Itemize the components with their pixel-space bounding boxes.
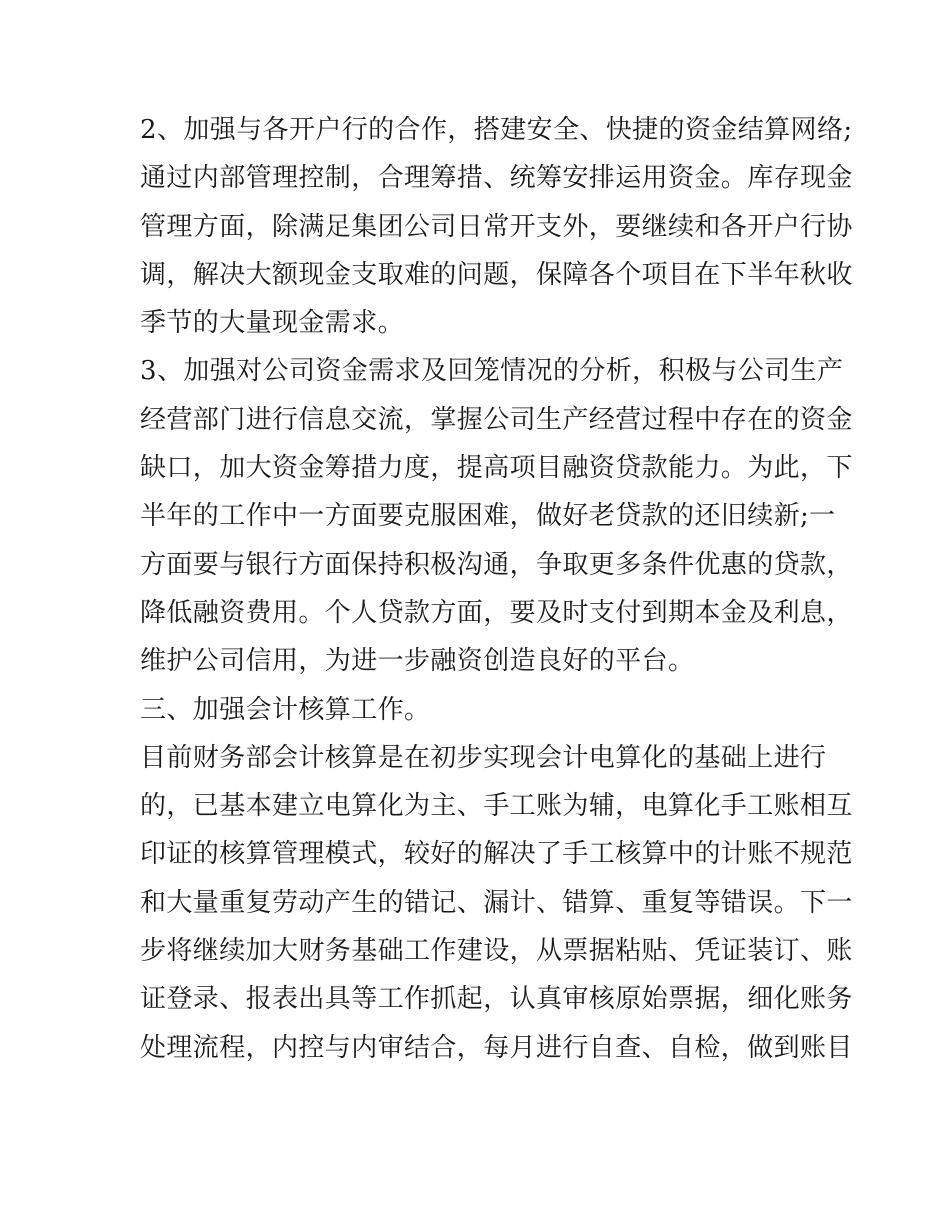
text-line: 3、加强对公司资金需求及回笼情况的分析，积极与公司生产 <box>140 356 844 387</box>
text-line: 的，已基本建立电算化为主、手工账为辅，电算化手工账相互 <box>140 791 853 822</box>
text-line: 降低融资费用。个人贷款方面，要及时支付到期本金及利息， <box>140 597 853 628</box>
text-line: 调，解决大额现金支取难的问题，保障各个项目在下半年秋收 <box>140 259 853 290</box>
text-line: 处理流程，内控与内审结合，每月进行自查、自检，做到账目 <box>140 1032 853 1063</box>
text-line: 半年的工作中一方面要克服困难，做好老贷款的还旧续新;一 <box>140 501 836 532</box>
text-line: 维护公司信用，为进一步融资创造良好的平台。 <box>140 646 695 677</box>
text-line: 通过内部管理控制，合理筹措、统筹安排运用资金。库存现金 <box>140 163 853 194</box>
text-line: 缺口，加大资金筹措力度，提高项目融资贷款能力。为此，下 <box>140 453 853 484</box>
text-line: 目前财务部会计核算是在初步实现会计电算化的基础上进行 <box>140 742 827 773</box>
text-line: 管理方面，除满足集团公司日常开支外，要继续和各开户行协 <box>140 211 853 242</box>
text-line: 季节的大量现金需求。 <box>140 308 405 339</box>
text-line: 步将继续加大财务基础工作建设，从票据粘贴、凭证装订、账 <box>140 936 853 967</box>
document-body <box>140 106 853 1072</box>
text-line: 证登录、报表出具等工作抓起，认真审核原始票据，细化账务 <box>140 984 853 1015</box>
text-line: 经营部门进行信息交流，掌握公司生产经营过程中存在的资金 <box>140 404 853 435</box>
section-heading: 三、加强会计核算工作。 <box>140 694 431 725</box>
text-line: 方面要与银行方面保持积极沟通，争取更多条件优惠的贷款， <box>140 549 853 580</box>
text-line: 印证的核算管理模式，较好的解决了手工核算中的计账不规范 <box>140 839 853 870</box>
text-line: 2、加强与各开户行的合作，搭建安全、快捷的资金结算网络; <box>140 115 853 145</box>
text-line: 和大量重复劳动产生的错记、漏计、错算、重复等错误。下一 <box>140 887 853 918</box>
